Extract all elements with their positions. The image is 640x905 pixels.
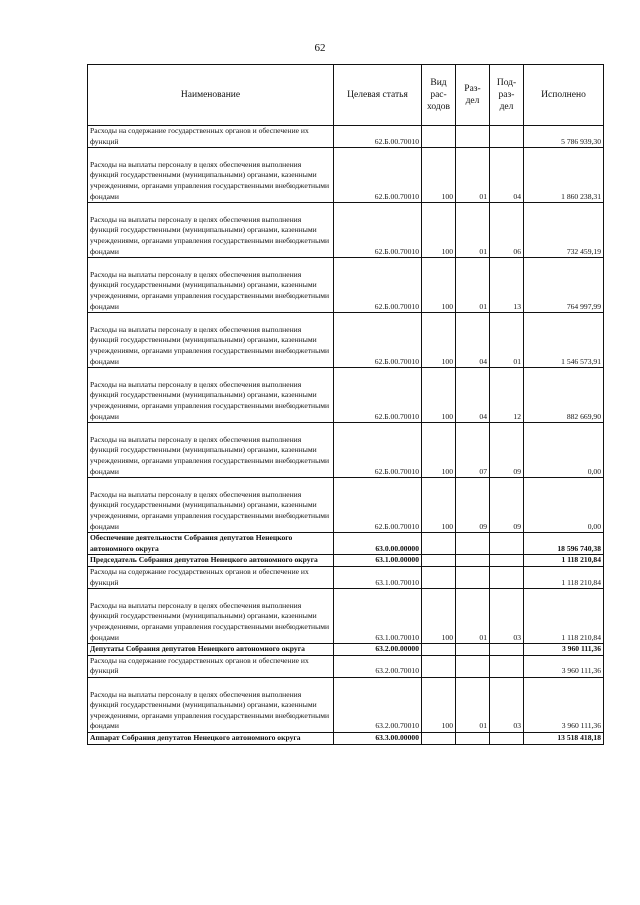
cell-name: Расходы на содержание государственных органов и обеспечение их функций <box>88 566 334 588</box>
cell-expense-type: 100 <box>422 478 456 533</box>
cell-executed: 3 960 111,36 <box>524 655 604 677</box>
cell-section <box>456 655 490 677</box>
page-number: 62 <box>314 42 326 54</box>
table-row <box>88 589 604 644</box>
cell-subsection: 12 <box>490 368 524 423</box>
cell-subsection: 06 <box>490 203 524 258</box>
cell-section: 01 <box>456 677 490 732</box>
cell-target: 63.2.00.70010 <box>334 655 422 677</box>
cell-section: 01 <box>456 589 490 644</box>
header-section: Раз-дел <box>456 65 490 126</box>
table-row <box>88 677 604 732</box>
cell-subsection <box>490 126 524 148</box>
cell-name: Аппарат Собрания депутатов Ненецкого автономного округа <box>88 732 334 744</box>
cell-section: 09 <box>456 478 490 533</box>
cell-subsection <box>490 566 524 588</box>
cell-target: 62.Б.00.70010 <box>334 148 422 203</box>
cell-executed: 3 960 111,36 <box>524 677 604 732</box>
table-row <box>88 655 604 677</box>
cell-target: 63.1.00.00000 <box>334 555 422 567</box>
cell-expense-type: 100 <box>422 313 456 368</box>
header-row <box>88 65 604 126</box>
cell-name: Обеспечение деятельности Собрания депутатов Ненецкого автономного округа <box>88 533 334 555</box>
cell-target: 62.Б.00.70010 <box>334 203 422 258</box>
header-expense-type: Вид рас-ходов <box>422 65 456 126</box>
cell-name: Расходы на содержание государственных органов и обеспечение их функций <box>88 126 334 148</box>
table-row <box>88 533 604 555</box>
cell-subsection <box>490 555 524 567</box>
cell-executed: 0,00 <box>524 478 604 533</box>
cell-executed: 0,00 <box>524 423 604 478</box>
cell-executed: 18 596 740,38 <box>524 533 604 555</box>
cell-section: 01 <box>456 148 490 203</box>
cell-executed: 764 997,99 <box>524 258 604 313</box>
cell-executed: 732 459,19 <box>524 203 604 258</box>
cell-expense-type <box>422 644 456 656</box>
cell-expense-type: 100 <box>422 148 456 203</box>
header-name: Наименование <box>88 65 334 126</box>
table-row <box>88 555 604 567</box>
table-row <box>88 258 604 313</box>
cell-section <box>456 732 490 744</box>
cell-subsection <box>490 644 524 656</box>
cell-name: Председатель Собрания депутатов Ненецкого автономного округа <box>88 555 334 567</box>
cell-target: 62.Б.00.70010 <box>334 478 422 533</box>
cell-name: Депутаты Собрания депутатов Ненецкого автономного округа <box>88 644 334 656</box>
cell-expense-type <box>422 533 456 555</box>
cell-target: 62.Б.00.70010 <box>334 313 422 368</box>
cell-expense-type: 100 <box>422 203 456 258</box>
cell-executed: 1 118 210,84 <box>524 555 604 567</box>
cell-section <box>456 644 490 656</box>
cell-subsection: 09 <box>490 478 524 533</box>
cell-section: 01 <box>456 258 490 313</box>
cell-expense-type <box>422 555 456 567</box>
cell-expense-type: 100 <box>422 589 456 644</box>
cell-subsection <box>490 533 524 555</box>
cell-target: 63.3.00.00000 <box>334 732 422 744</box>
cell-target: 63.1.00.70010 <box>334 566 422 588</box>
cell-expense-type: 100 <box>422 368 456 423</box>
cell-section: 01 <box>456 203 490 258</box>
cell-target: 63.2.00.70010 <box>334 677 422 732</box>
cell-target: 62.Б.00.70010 <box>334 423 422 478</box>
cell-section <box>456 555 490 567</box>
cell-executed: 1 118 210,84 <box>524 566 604 588</box>
table-row <box>88 423 604 478</box>
cell-subsection <box>490 655 524 677</box>
cell-executed: 13 518 418,18 <box>524 732 604 744</box>
table-row <box>88 148 604 203</box>
cell-target: 62.Б.00.70010 <box>334 258 422 313</box>
cell-executed: 882 669,90 <box>524 368 604 423</box>
cell-section <box>456 126 490 148</box>
table-row <box>88 478 604 533</box>
budget-table <box>87 64 604 745</box>
table-row <box>88 644 604 656</box>
cell-name: Расходы на выплаты персоналу в целях обеспечения выполнения функций государственными (муниципальными) органами, казенными учреждениями, органами управления государственными внебюджетными фондами <box>88 313 334 368</box>
cell-target: 62.Б.00.70010 <box>334 126 422 148</box>
cell-section: 04 <box>456 368 490 423</box>
cell-target: 63.0.00.00000 <box>334 533 422 555</box>
table-row <box>88 566 604 588</box>
cell-name: Расходы на выплаты персоналу в целях обеспечения выполнения функций государственными (муниципальными) органами, казенными учреждениями, органами управления государственными внебюджетными фондами <box>88 589 334 644</box>
cell-section <box>456 566 490 588</box>
table-body <box>88 126 604 745</box>
cell-expense-type: 100 <box>422 423 456 478</box>
cell-expense-type <box>422 566 456 588</box>
cell-executed: 1 860 238,31 <box>524 148 604 203</box>
cell-section: 04 <box>456 313 490 368</box>
cell-name: Расходы на выплаты персоналу в целях обеспечения выполнения функций государственными (муниципальными) органами, казенными учреждениями, органами управления государственными внебюджетными фондами <box>88 677 334 732</box>
cell-section <box>456 533 490 555</box>
cell-name: Расходы на выплаты персоналу в целях обеспечения выполнения функций государственными (муниципальными) органами, казенными учреждениями, органами управления государственными внебюджетными фондами <box>88 203 334 258</box>
cell-target: 63.1.00.70010 <box>334 589 422 644</box>
cell-subsection: 03 <box>490 677 524 732</box>
cell-executed: 3 960 111,36 <box>524 644 604 656</box>
cell-executed: 1 546 573,91 <box>524 313 604 368</box>
cell-expense-type <box>422 126 456 148</box>
table-row <box>88 126 604 148</box>
cell-name: Расходы на выплаты персоналу в целях обеспечения выполнения функций государственными (муниципальными) органами, казенными учреждениями, органами управления государственными внебюджетными фондами <box>88 423 334 478</box>
table-row <box>88 368 604 423</box>
cell-expense-type: 100 <box>422 258 456 313</box>
cell-subsection: 04 <box>490 148 524 203</box>
cell-subsection: 13 <box>490 258 524 313</box>
cell-name: Расходы на содержание государственных органов и обеспечение их функций <box>88 655 334 677</box>
cell-target: 63.2.00.00000 <box>334 644 422 656</box>
table-row <box>88 203 604 258</box>
cell-name: Расходы на выплаты персоналу в целях обеспечения выполнения функций государственными (муниципальными) органами, казенными учреждениями, органами управления государственными внебюджетными фондами <box>88 368 334 423</box>
cell-expense-type: 100 <box>422 677 456 732</box>
cell-subsection <box>490 732 524 744</box>
cell-subsection: 03 <box>490 589 524 644</box>
cell-expense-type <box>422 732 456 744</box>
cell-subsection: 09 <box>490 423 524 478</box>
header-subsection: Под-раз-дел <box>490 65 524 126</box>
cell-executed: 5 786 939,30 <box>524 126 604 148</box>
cell-target: 62.Б.00.70010 <box>334 368 422 423</box>
cell-section: 07 <box>456 423 490 478</box>
header-executed: Исполнено <box>524 65 604 126</box>
cell-name: Расходы на выплаты персоналу в целях обеспечения выполнения функций государственными (муниципальными) органами, казенными учреждениями, органами управления государственными внебюджетными фондами <box>88 258 334 313</box>
table-row <box>88 732 604 744</box>
cell-name: Расходы на выплаты персоналу в целях обеспечения выполнения функций государственными (муниципальными) органами, казенными учреждениями, органами управления государственными внебюджетными фондами <box>88 148 334 203</box>
header-target: Целевая статья <box>334 65 422 126</box>
cell-name: Расходы на выплаты персоналу в целях обеспечения выполнения функций государственными (муниципальными) органами, казенными учреждениями, органами управления государственными внебюджетными фондами <box>88 478 334 533</box>
table-row <box>88 313 604 368</box>
cell-expense-type <box>422 655 456 677</box>
cell-subsection: 01 <box>490 313 524 368</box>
cell-executed: 1 118 210,84 <box>524 589 604 644</box>
